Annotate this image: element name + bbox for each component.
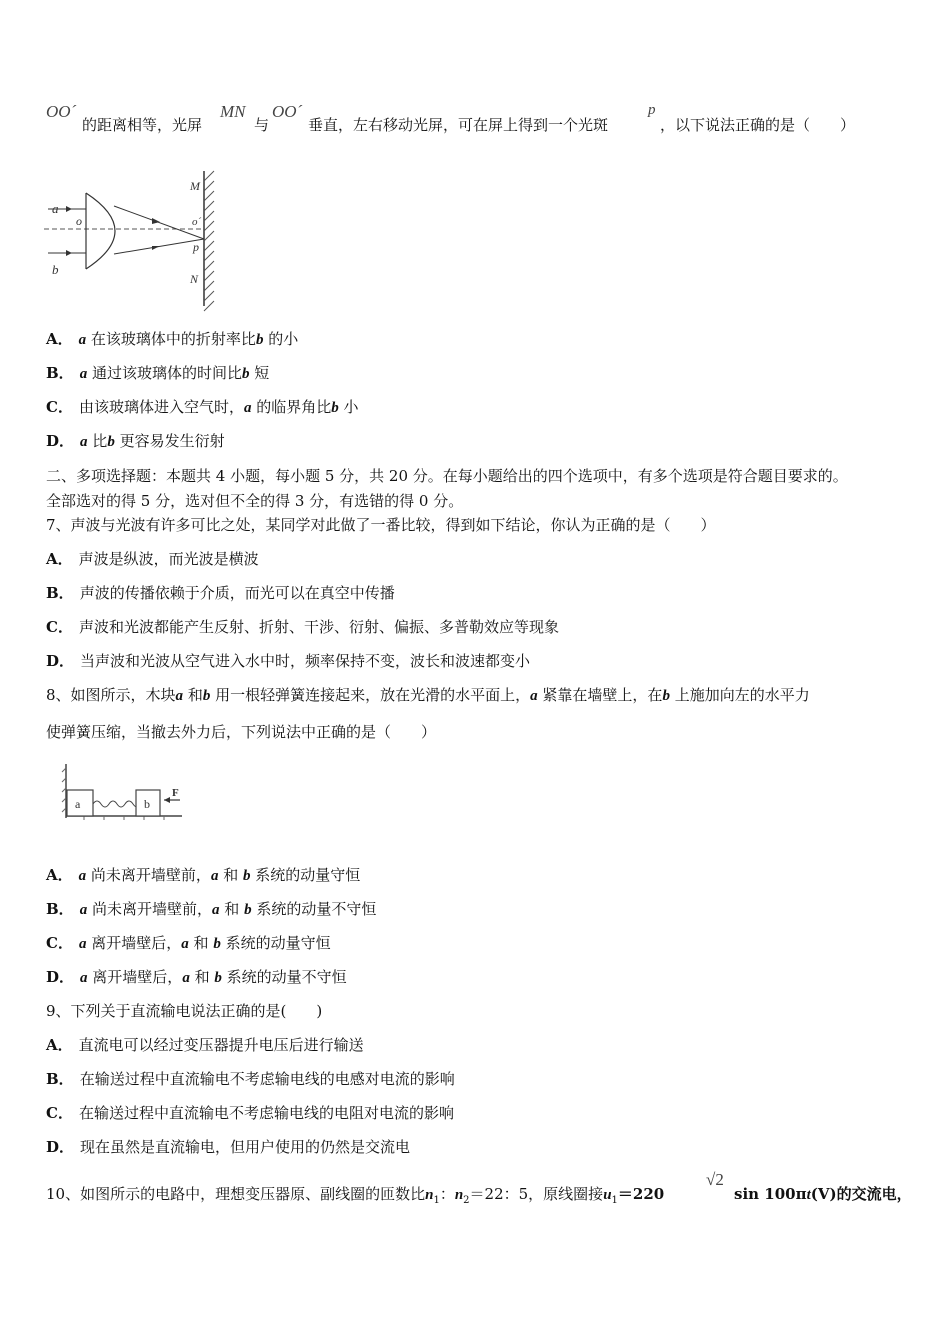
label-o: o [76,214,82,228]
q6-text2: 与 [254,116,270,134]
q9-option-c: C． 在输送过程中直流输电不考虑输电线的电阻对电流的影响 [46,1104,454,1122]
q8-option-b: B． a 尚未离开墙壁前，a 和 b 系统的动量不守恒 [46,900,377,918]
q6-text3: 垂直，左右移动光屏，可在屏上得到一个光斑 [308,116,609,134]
oo-prime-formula-2: OO´ [272,102,303,121]
oo-prime-formula: OO´ [46,102,77,121]
q6-option-b: B． a 通过该玻璃体的时间比b 短 [46,364,270,382]
spring-blocks-figure [60,760,210,824]
q6-option-a: A． a 在该玻璃体中的折射率比b 的小 [46,330,299,348]
sqrt2-formula: √2 [706,1170,724,1189]
q6-text1: 的距离相等，光屏 [82,116,203,134]
label-N: N [190,272,199,286]
label-block-b: b [144,797,150,811]
q10-stem-tail: sin 100πt(V)的交流电， [734,1185,912,1203]
q8-stem-line2: 使弹簧压缩，当撤去外力后，下列说法中正确的是（ ） [46,723,437,741]
q9-option-a: A． 直流电可以经过变压器提升电压后进行输送 [46,1036,364,1054]
q6-option-d: D． a 比b 更容易发生衍射 [46,432,225,450]
section2-line2: 全部选对的得 5 分，选对但不全的得 3 分，有选错的得 0 分。 [46,492,464,510]
label-block-a: a [75,797,81,811]
label-M: M [190,179,200,193]
q8-option-c: C． a 离开墙壁后，a 和 b 系统的动量守恒 [46,934,331,952]
q9-option-d: D． 现在虽然是直流输电，但用户使用的仍然是交流电 [46,1138,411,1156]
mn-formula: MN [220,102,246,121]
q8-stem-line1: 8、如图所示，木块a 和b 用一根轻弹簧连接起来，放在光滑的水平面上，a 紧靠在墙壁上，在b 上施加向左的水平力 [46,686,810,704]
label-b: b [52,262,59,277]
label-p: p [193,240,199,254]
label-o-prime: o´ [192,216,202,228]
q7-option-d: D． 当声波和光波从空气进入水中时，频率保持不变，波长和波速都变小 [46,652,531,670]
q7-option-a: A． 声波是纵波，而光波是横波 [46,550,259,568]
q7-option-b: B． 声波的传播依赖于介质，而光可以在真空中传播 [46,584,395,602]
lens-refraction-figure [44,166,234,316]
q6-stem-line [82,115,202,135]
q9-option-b: B． 在输送过程中直流输电不考虑输电线的电感对电流的影响 [46,1070,455,1088]
section2-line1: 二、多项选择题：本题共 4 小题，每小题 5 分，共 20 分。在每小题给出的四个选项中，有多个选项是符合题目要求的。 [46,467,848,485]
q9-stem: 9、下列关于直流输电说法正确的是( ) [46,1002,323,1020]
q6-text4: ，以下说法正确的是（ ） [660,116,856,134]
q6-option-c: C． 由该玻璃体进入空气时，a 的临界角比b 小 [46,398,359,416]
q8-option-a: A． a 尚未离开墙壁前，a 和 b 系统的动量守恒 [46,866,361,884]
q7-option-c: C． 声波和光波都能产生反射、折射、干涉、衍射、偏振、多普勒效应等现象 [46,618,559,636]
label-force-f: F [172,787,179,799]
q7-stem: 7、声波与光波有许多可比之处，某同学对此做了一番比较，得到如下结论，你认为正确的是（ ） [46,516,716,534]
p-formula: p [648,102,656,118]
label-a: a [52,201,59,216]
q10-stem: 10、如图所示的电路中，理想变压器原、副线圈的匝数比$n_1$：$n_2=22$：5，原线圈接$u_1=220$ [46,1185,665,1206]
q8-option-d: D． a 离开墙壁后，a 和 b 系统的动量不守恒 [46,968,347,986]
